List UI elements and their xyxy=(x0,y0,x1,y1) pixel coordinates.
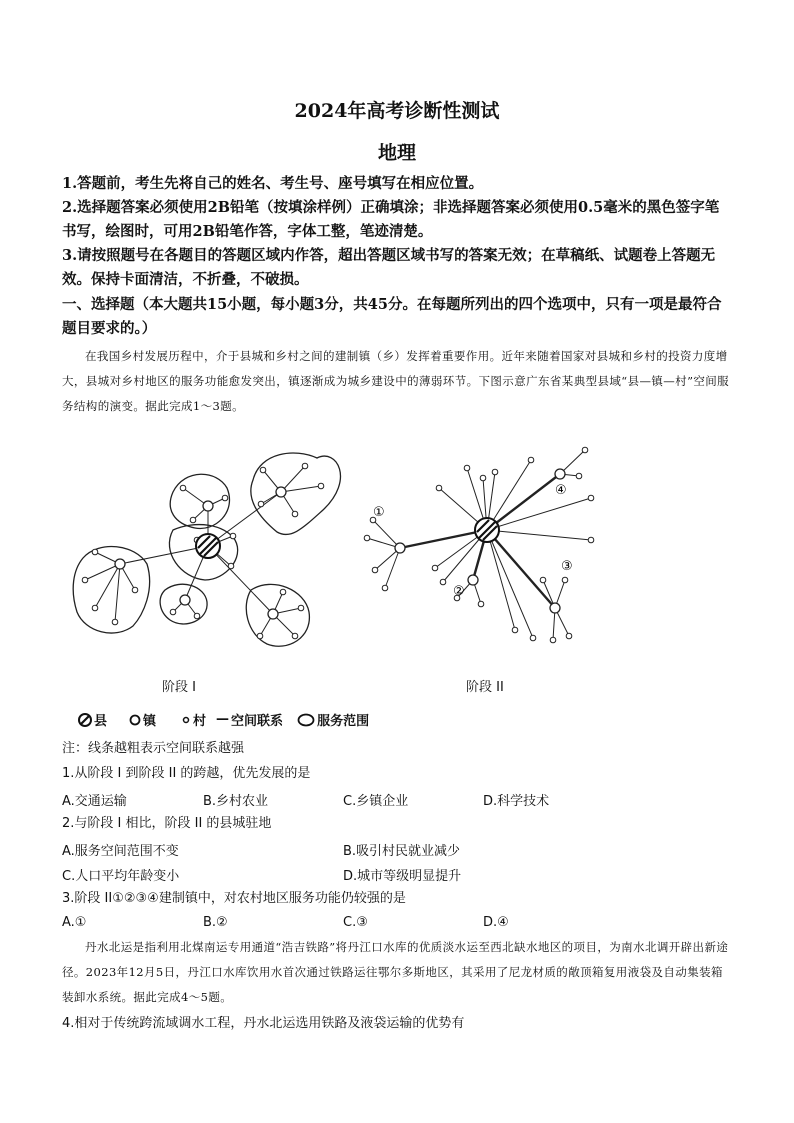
q2-option-c[interactable]: C.人口平均年龄变小 xyxy=(62,869,180,884)
q1-option-c[interactable]: C.乡镇企业 xyxy=(343,794,409,809)
legend-county: 县 xyxy=(94,714,108,729)
section-heading: 一、选择题（本大题共15小题，每小题3分，共45分。在每题所列出的四个选项中，只有一项是最符合题目要求的。） xyxy=(62,296,722,337)
county-town-village-figure xyxy=(55,440,745,710)
legend-link: 空间联系 xyxy=(231,714,284,729)
q2-option-a[interactable]: A.服务空间范围不变 xyxy=(62,844,179,859)
question-3-stem: 3.阶段 II①②③④建制镇中，对农村地区服务功能仍较强的是 xyxy=(62,891,406,906)
question-4-stem: 4.相对于传统跨流域调水工程，丹水北运选用铁路及液袋运输的优势有 xyxy=(62,1016,465,1031)
legend-village: 村 xyxy=(193,714,207,729)
legend-town: 镇 xyxy=(143,714,157,729)
q2-option-d[interactable]: D.城市等级明显提升 xyxy=(343,869,462,884)
q1-option-d[interactable]: D.科学技术 xyxy=(483,794,550,809)
legend-service: 服务范围 xyxy=(317,714,370,729)
q3-option-a[interactable]: A.① xyxy=(62,915,87,930)
subject-title: 地理 xyxy=(377,142,416,164)
stage-2-label: 阶段 II xyxy=(466,680,504,695)
figure-legend xyxy=(78,710,369,729)
q3-option-c[interactable]: C.③ xyxy=(343,915,368,930)
exam-title: 2024年高考诊断性测试 xyxy=(294,100,500,122)
q3-option-b[interactable]: B.② xyxy=(203,915,228,930)
question-1-stem: 1.从阶段 I 到阶段 II 的跨越，优先发展的是 xyxy=(62,766,311,781)
passage-2: 丹水北运是指利用北煤南运专用通道“浩吉铁路”将丹江口水库的优质淡水运至西北缺水地区的项目，为南水北调开辟出新途径。2023年12月5日，丹江口水库饮用水首次通过铁路运往鄂尔多斯地区，其采用了尼龙材质的敞顶箱复用液袋及自动集装箱装卸水系统。据此完成4～5题。 xyxy=(62,940,729,1004)
q1-option-b[interactable]: B.乡村农业 xyxy=(203,794,269,809)
link-symbol-icon: — xyxy=(216,712,230,727)
town-mark-2: ② xyxy=(453,584,465,599)
town-symbol-icon xyxy=(129,714,141,726)
town-mark-1: ① xyxy=(373,505,385,520)
instruction-3: 3.请按照题号在各题目的答题区域内作答，超出答题区域书写的答案无效；在草稿纸、试题卷上答题无效。保持卡面清洁，不折叠，不破损。 xyxy=(62,247,716,288)
q1-option-a[interactable]: A.交通运输 xyxy=(62,794,127,809)
stage-1-diagram xyxy=(63,453,341,646)
question-2-stem: 2.与阶段 I 相比，阶段 II 的县城驻地 xyxy=(62,816,272,831)
instruction-2: 2.选择题答案必须使用2B铅笔（按填涂样例）正确填涂；非选择题答案必须使用0.5毫米的黑色签字笔书写，绘图时，可用2B铅笔作答，字体工整，笔迹清楚。 xyxy=(62,199,720,240)
q2-option-b[interactable]: B.吸引村民就业减少 xyxy=(343,844,461,859)
stage-2-diagram xyxy=(364,447,594,643)
stage-1-label: 阶段 I xyxy=(162,680,196,695)
county-symbol-icon xyxy=(78,713,92,727)
passage-1: 在我国乡村发展历程中，介于县城和乡村之间的建制镇（乡）发挥着重要作用。近年来随着国家对县城和乡村的投资力度增大，县城对乡村地区的服务功能愈发突出，镇逐渐成为城乡建设中的薄弱环节。下图示意广东省某典型县域“县—镇—村”空间服务结构的演变。据此完成1～3题。 xyxy=(62,349,730,413)
town-mark-4: ④ xyxy=(555,483,567,498)
q3-option-d[interactable]: D.④ xyxy=(483,915,509,930)
town-mark-3: ③ xyxy=(561,559,573,574)
instruction-1: 1.答题前，考生先将自己的姓名、考生号、座号填写在相应位置。 xyxy=(62,175,484,192)
service-area-symbol-icon xyxy=(297,713,315,727)
village-symbol-icon xyxy=(182,716,190,724)
figure-note: 注：线条越粗表示空间联系越强 xyxy=(62,741,245,756)
